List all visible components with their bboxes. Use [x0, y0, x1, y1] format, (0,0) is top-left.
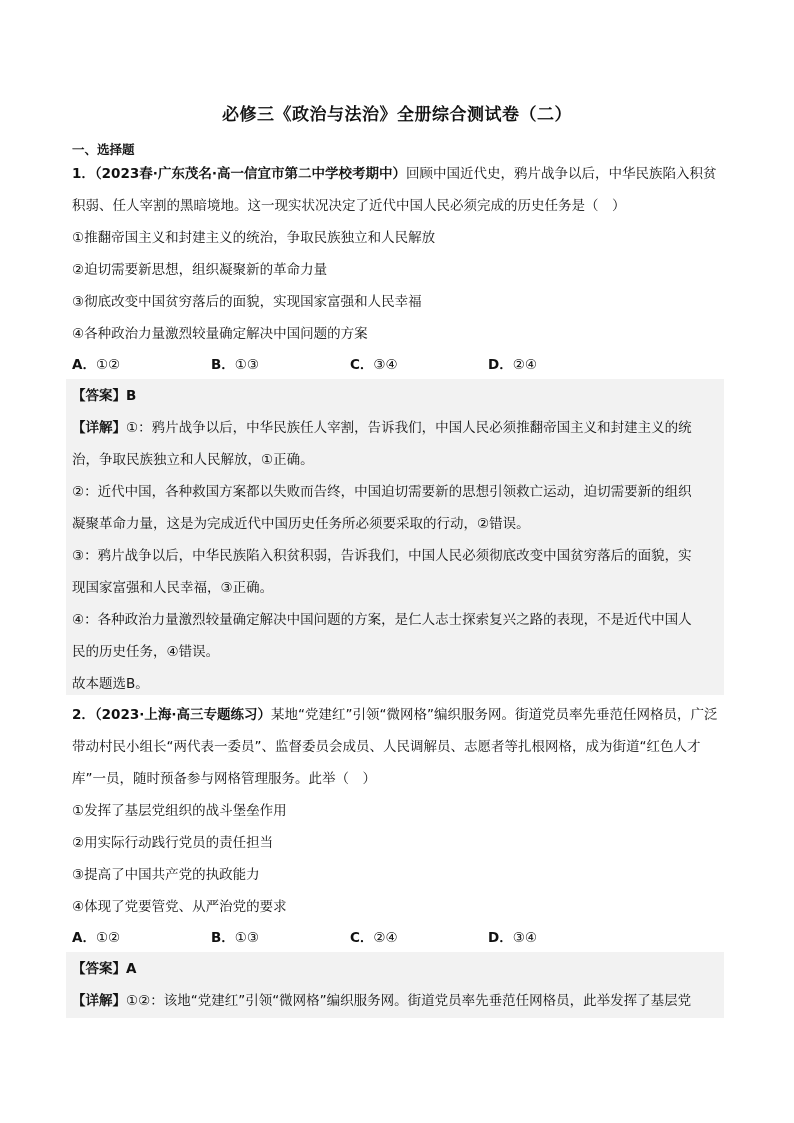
- q1-detail-line: 故本题选B。: [72, 676, 149, 692]
- section-heading: 一、选择题: [72, 142, 135, 157]
- q1-detail-tag: 【详解】: [72, 420, 126, 436]
- q1-answer-block: [66, 379, 724, 695]
- q2-answer-block: [66, 952, 724, 1018]
- q1-item: ③彻底改变中国贫穷落后的面貌，实现国家富强和人民幸福: [72, 294, 422, 310]
- q2-item: ②用实际行动践行党员的责任担当: [72, 835, 274, 851]
- q1-option-a[interactable]: A．①②: [72, 357, 121, 373]
- q1-detail-line: ④：各种政治力量激烈较量确定解决中国问题的方案，是仁人志士探索复兴之路的表现，不是近代中国人: [72, 612, 692, 628]
- q1-detail-line: ②：近代中国，各种救国方案都以失败而告终，中国迫切需要新的思想引领救亡运动，迫切需要新的组织: [72, 484, 692, 500]
- q2-option-b[interactable]: B．①③: [211, 930, 260, 946]
- q1-stem-line-2: 积弱、任人宰割的黑暗境地。这一现实状况决定了近代中国人民必须完成的历史任务是（ ）: [72, 198, 626, 214]
- q2-stem-line-1: [72, 705, 724, 725]
- q1-detail-line: 治，争取民族独立和人民解放，①正确。: [72, 452, 314, 468]
- q2-item: ①发挥了基层党组织的战斗堡垒作用: [72, 803, 287, 819]
- q2-option-d[interactable]: D．③④: [488, 930, 537, 946]
- page-title: 必修三《政治与法治》全册综合测试卷（二）: [222, 105, 572, 125]
- q2-item: ④体现了党要管党、从严治党的要求: [72, 899, 287, 915]
- q1-stem-line-1: [72, 164, 724, 184]
- q1-option-b[interactable]: B．①③: [211, 357, 260, 373]
- q1-detail-line: 【详解】①：鸦片战争以后，中华民族任人宰割，告诉我们，中国人民必须推翻帝国主义和封建主义的统: [72, 420, 692, 436]
- q1-option-d[interactable]: D．②④: [488, 357, 537, 373]
- q1-detail-line: 现国家富强和人民幸福，③正确。: [72, 580, 274, 596]
- q1-detail-line: 民的历史任务，④错误。: [72, 644, 220, 660]
- q2-detail-line: 【详解】①②：该地“党建红”引领“微网格”编织服务网。街道党员率先垂范任网格员，此举发挥了基层党: [72, 993, 692, 1009]
- q2-options: [72, 928, 724, 948]
- q1-stem-text: 回顾中国近代史，鸦片战争以后，中华民族陷入积贫: [406, 166, 717, 182]
- q2-source: （2023·上海·高三专题练习）: [94, 707, 271, 723]
- q2-option-a[interactable]: A．①②: [72, 930, 121, 946]
- q2-stem-line-3: 库”一员，随时预备参与网格管理服务。此举（ ）: [72, 771, 376, 787]
- q1-answer: 【答案】B: [72, 388, 137, 404]
- q2-option-c[interactable]: C．②④: [350, 930, 398, 946]
- q1-source: （2023春·广东茂名·高一信宜市第二中学校考期中）: [94, 166, 406, 182]
- q1-detail-line: ③：鸦片战争以后，中华民族陷入积贫积弱，告诉我们，中国人民必须彻底改变中国贫穷落后的面貌，实: [72, 548, 692, 564]
- q1-option-c[interactable]: C．③④: [350, 357, 398, 373]
- q1-item: ①推翻帝国主义和封建主义的统治，争取民族独立和人民解放: [72, 230, 436, 246]
- q1-item: ④各种政治力量激烈较量确定解决中国问题的方案: [72, 326, 368, 342]
- q1-detail-line: 凝聚革命力量，这是为完成近代中国历史任务所必须要采取的行动，②错误。: [72, 516, 530, 532]
- q2-detail-tag: 【详解】: [72, 993, 126, 1009]
- q2-number: 2．: [72, 707, 95, 723]
- q2-answer: 【答案】A: [72, 961, 137, 977]
- q1-options: [72, 355, 724, 375]
- q2-stem-text: 某地“党建红”引领“微网格”编织服务网。街道党员率先垂范任网格员，广泛: [271, 707, 718, 723]
- q1-number: 1．: [72, 166, 95, 182]
- q2-stem-line-2: 带动村民小组长“两代表一委员”、监督委员会成员、人民调解员、志愿者等扎根网格，成为街道“红色人才: [72, 739, 701, 755]
- q2-item: ③提高了中国共产党的执政能力: [72, 867, 260, 883]
- q1-item: ②迫切需要新思想，组织凝聚新的革命力量: [72, 262, 328, 278]
